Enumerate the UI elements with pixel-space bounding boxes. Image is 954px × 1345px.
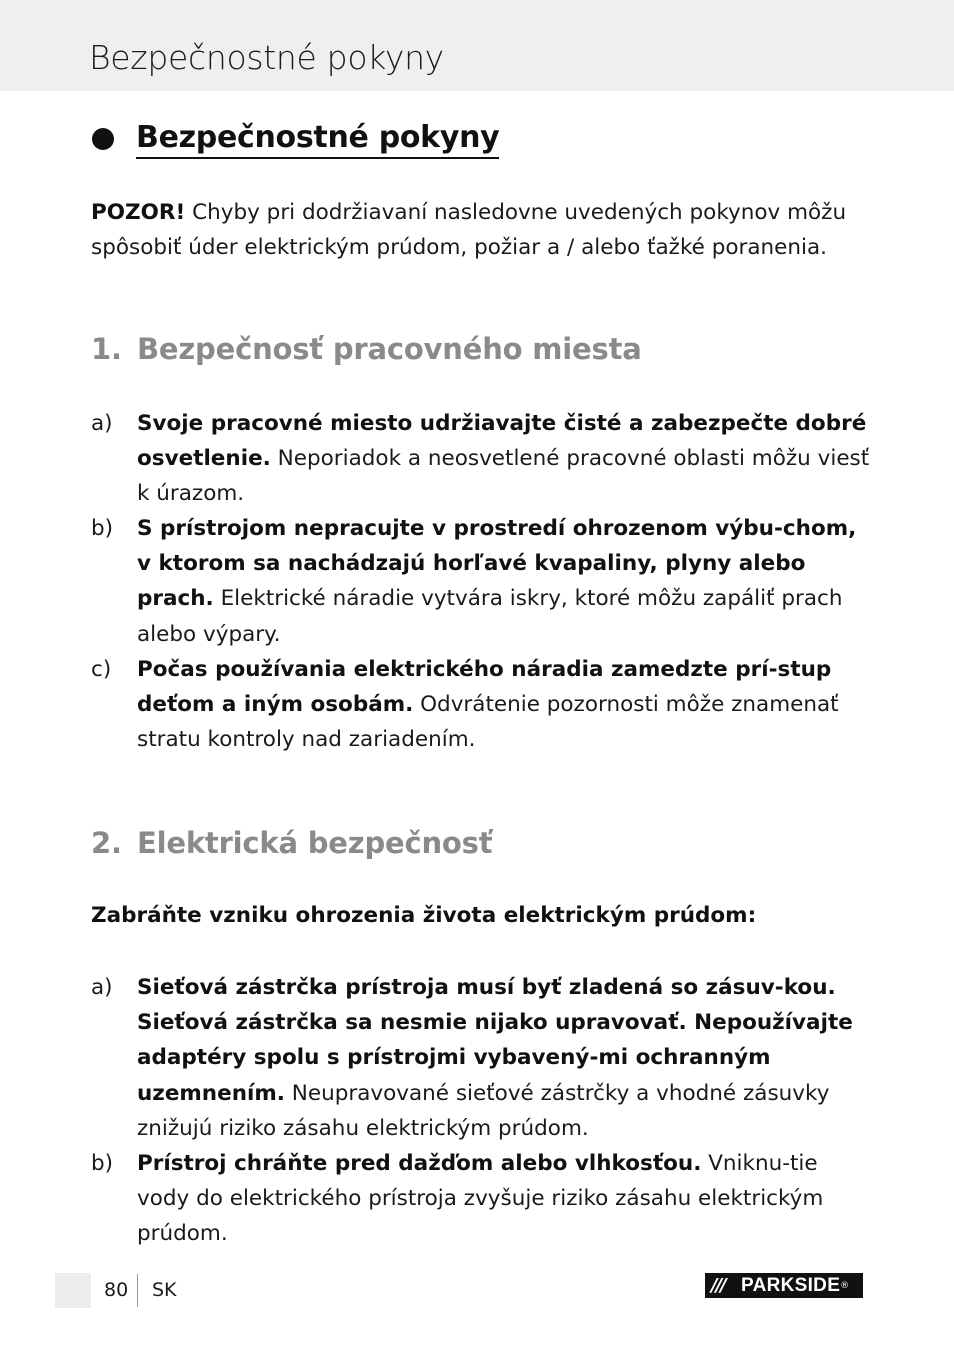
bullet-icon (92, 128, 114, 150)
section1-title: Bezpečnosť pracovného miesta (137, 332, 642, 366)
item-label: c) (91, 657, 112, 682)
section2-heading (91, 826, 492, 860)
item-label: a) (91, 975, 113, 1000)
section1-heading (91, 332, 642, 366)
section1-item-a (91, 406, 871, 512)
section2-item-a (91, 970, 871, 1146)
item-label: b) (91, 1151, 114, 1176)
main-heading-text: Bezpečnostné pokyny (136, 120, 499, 159)
main-heading (92, 116, 499, 162)
logo-brand: PARKSIDE (741, 1274, 841, 1296)
item-label: b) (91, 516, 114, 541)
section1-item-c (91, 652, 871, 758)
section1-number: 1. (91, 332, 122, 366)
section2-item-b (91, 1146, 871, 1252)
footer-tab (55, 1273, 91, 1308)
language-code: SK (152, 1279, 177, 1301)
section2-number: 2. (91, 826, 122, 860)
logo-slashes: /// (711, 1275, 725, 1296)
item-text: Vniknu-tie vody do elektrického prístroja zvyšuje riziko zásahu elektrickým prúdom. (137, 1151, 824, 1247)
item-text: Odvrátenie pozornosti môže znamenať stratu kontroly nad zariadením. (137, 692, 839, 753)
warning-label: POZOR! (91, 200, 186, 225)
item-bold: Prístroj chráňte pred dažďom alebo vlhkosťou. (137, 1151, 702, 1176)
page-number: 80 (104, 1279, 129, 1301)
item-bold: Počas používania elektrického náradia zamedzte prí-stup deťom a iným osobám. (137, 657, 832, 718)
warning-paragraph (91, 195, 871, 265)
item-text: Neupravované sieťové zástrčky a vhodné zásuvky znižujú riziko zásahu elektrickým prúdom. (137, 1080, 830, 1141)
warning-text: Chyby pri dodržiavaní nasledovne uvedených pokynov môžu spôsobiť úder elektrickým prúdom, požiar a / alebo ťažké poranenia. (91, 200, 847, 260)
section1-item-b (91, 511, 871, 652)
footer-divider (137, 1274, 138, 1307)
item-bold: Sieťová zástrčka prístroja musí byť zladená so zásuv-kou. Sieťová zástrčka sa nesmie nijako upravovať. Nepoužívajte adaptéry spolu s prístrojmi vybavený-mi ochranným uzemnením. (137, 975, 853, 1106)
section2-title: Elektrická bezpečnosť (137, 826, 493, 860)
item-bold: Svoje pracovné miesto udržiavajte čisté a zabezpečte dobré osvetlenie. (137, 411, 867, 472)
item-text: Elektrické náradie vytvára iskry, ktoré môžu zapáliť prach alebo výpary. (137, 586, 843, 647)
section2-intro: Zabráňte vzniku ohrozenia života elektrickým prúdom: (91, 903, 757, 928)
item-label: a) (91, 411, 113, 436)
parkside-logo (705, 1273, 863, 1298)
item-bold: S prístrojom nepracujte v prostredí ohrozenom výbu-chom, v ktorom sa nachádzajú horľavé kvapaliny, plyny alebo prach. (137, 516, 857, 612)
logo-trademark: ® (840, 1280, 850, 1291)
item-text: Neporiadok a neosvetlené pracovné oblasti môžu viesť k úrazom. (137, 446, 870, 507)
page-header-title: Bezpečnostné pokyny (89, 38, 444, 77)
